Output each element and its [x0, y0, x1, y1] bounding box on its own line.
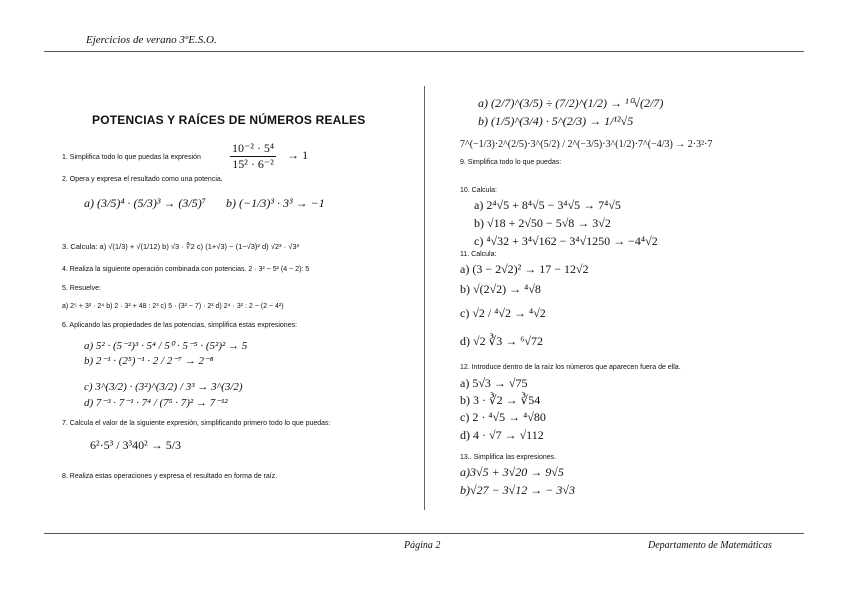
q2-b: b) (−1/3)³ · 3³ → −1 — [226, 196, 325, 210]
q9-text: 9. Simplifica todo lo que puedas: — [460, 159, 562, 166]
footer-rule — [44, 533, 804, 534]
q12-text: 12. Introduce dentro de la raíz los números que aparecen fuera de ella. — [460, 364, 681, 371]
q1-denominator: 15² · 6⁻² — [232, 157, 274, 171]
q13-b: b)√27 − 3√12 → − 3√3 — [460, 483, 575, 497]
q10-c: c) ⁴√32 + 3⁴√162 − 3⁴√1250 → −4⁴√2 — [474, 234, 658, 248]
q7-text: 7. Calcula el valor de la siguiente expresión, simplificando primero todo lo que puedas: — [62, 420, 331, 427]
q12-a: a) 5√3 → √75 — [460, 376, 528, 390]
q4-text: 4. Realiza la siguiente operación combinada con potencias. 2 · 3² − 5² (4 − 2): 5 — [62, 266, 310, 273]
department-label: Departamento de Matemáticas — [648, 540, 772, 551]
q3-text: 3. Calcula: a) √(1/3) + √(1/12) b) √3 · ∛2 c) (1+√3) − (1−√3)² d) √2³ · √3³ — [62, 242, 300, 251]
q5-text: 5. Resuelve: — [62, 285, 101, 292]
header-rule — [44, 51, 804, 52]
q6-d: d) 7⁻³ · 7⁻¹ · 7⁴ / (7⁵ · 7)² → 7⁻¹² — [84, 397, 228, 409]
q11-text: 11. Calcula: — [460, 251, 497, 258]
q1-text: 1. Simplifica todo lo que puedas la expresión — [62, 154, 201, 161]
q8-b: b) (1/5)^(3/4) · 5^(2/3) → 1/¹²√5 — [478, 114, 634, 128]
column-divider — [424, 86, 425, 510]
q8-text: 8. Realiza estas operaciones y expresa el resultado en forma de raíz. — [62, 473, 278, 480]
q1-expression — [230, 141, 308, 172]
q6-a: a) 5² · (5⁻²)³ · 5⁴ / 5⁰ · 5⁻⁵ · (5²)² → 5 — [84, 340, 248, 352]
page-number: Página 2 — [404, 540, 441, 551]
q9-expression: 7^(−1/3)·2^(2/5)·3^(5/2) / 2^(−3/5)·3^(1/2)·7^(−4/3) → 2·3²·7 — [460, 139, 713, 150]
q8-a: a) (2/7)^(3/5) ÷ (7/2)^(1/2) → ¹⁰√(2/7) — [478, 96, 664, 110]
document-header: Ejercicios de verano 3ºE.S.O. — [86, 34, 217, 46]
q6-c: c) 3^(3/2) · (3²)^(3/2) / 3³ → 3^(3/2) — [84, 381, 243, 393]
section-title: POTENCIAS Y RAÍCES DE NÚMEROS REALES — [92, 113, 366, 127]
q11-a: a) (3 − 2√2)² → 17 − 12√2 — [460, 262, 589, 276]
q11-c: c) √2 / ⁴√2 → ⁴√2 — [460, 306, 546, 320]
q2-a: a) (3/5)⁴ · (5/3)³ → (3/5)⁷ — [84, 196, 206, 210]
q6-b: b) 2⁻¹ · (2⁵)⁻¹ · 2 / 2⁻⁷ → 2⁻⁸ — [84, 355, 214, 367]
q12-c: c) 2 · ⁴√5 → ⁴√80 — [460, 410, 546, 424]
q7-expression: 6²·5³ / 3³40² → 5/3 — [90, 438, 182, 452]
q13-text: 13.. Simplifica las expresiones. — [460, 454, 557, 461]
q6-text: 6. Aplicando las propiedades de las potencias, simplifica estas expresiones: — [62, 322, 298, 329]
q13-a: a)3√5 + 3√20 → 9√5 — [460, 465, 564, 479]
q10-a: a) 2⁴√5 + 8⁴√5 − 3⁴√5 → 7⁴√5 — [474, 198, 621, 212]
q11-d: d) √2 ∛3 → ⁶√72 — [460, 334, 543, 348]
q2-text: 2. Opera y expresa el resultado como una potencia. — [62, 176, 223, 183]
q5-items: a) 2⁵ + 3² · 2⁴ b) 2 · 3² + 48 : 2³ c) 5 · (3² − 7) · 2² d) 2⁴ · 3² : 2 − (2 − 4²) — [62, 303, 284, 310]
q11-b: b) √(2√2) → ⁴√8 — [460, 282, 541, 296]
q1-numerator: 10⁻² · 5⁴ — [232, 141, 275, 155]
q12-b: b) 3 · ∛2 → ∛54 — [460, 393, 541, 407]
q10-b: b) √18 + 2√50 − 5√8 → 3√2 — [474, 216, 611, 230]
q10-text: 10. Calcula: — [460, 187, 497, 194]
q1-result: → 1 — [287, 148, 309, 163]
q12-d: d) 4 · √7 → √112 — [460, 428, 544, 442]
